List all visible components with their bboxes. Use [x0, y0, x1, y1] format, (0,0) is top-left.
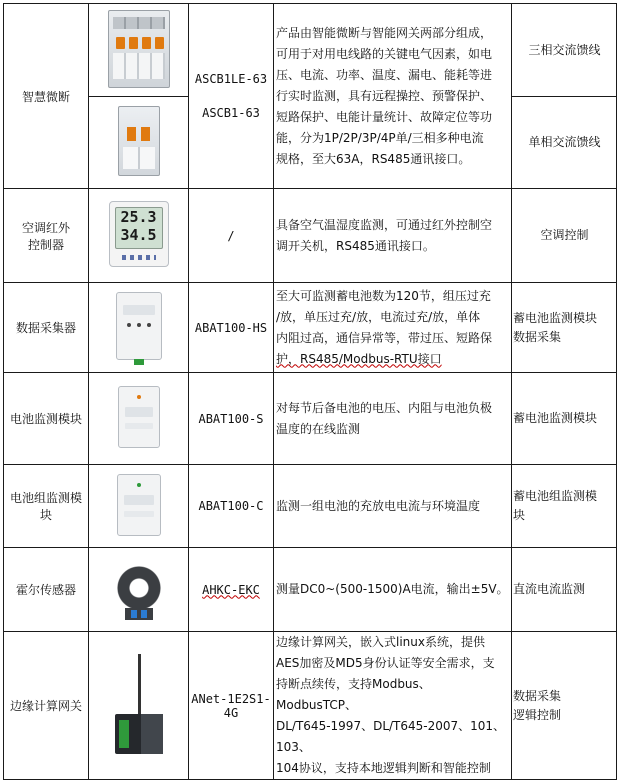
- description-line: 调开关机，RS485通讯接口。: [276, 238, 435, 253]
- application-cell: [512, 4, 617, 97]
- lcd-humidity: 34.5: [120, 226, 157, 244]
- description-line: 具备空气温湿度监测，可通过红外控制空: [276, 217, 493, 232]
- application-label: 三相交流馈线: [528, 42, 601, 57]
- product-description-cell: [274, 465, 512, 548]
- product-image-cell: [89, 548, 189, 632]
- product-model: /: [227, 228, 235, 243]
- product-model-cell: [189, 373, 274, 465]
- product-model-cell: [189, 632, 274, 780]
- table-row: [4, 373, 617, 465]
- product-name-cell: [4, 465, 89, 548]
- edge-gateway-with-antenna-icon: [111, 654, 167, 754]
- product-name: 边缘计算网关: [9, 699, 82, 713]
- product-model: ABAT100-C: [198, 499, 264, 513]
- description-line: 边缘计算网关，嵌入式linux系统，提供: [276, 635, 485, 649]
- description-line: /放，单压过充/放，电流过充/放，单体: [276, 309, 481, 324]
- application-label: 空调控制: [540, 228, 589, 242]
- description-line: 规格，至大63A，RS485通讯接口。: [276, 151, 471, 166]
- product-name: 块: [39, 508, 52, 522]
- product-name: 数据采集器: [15, 321, 76, 335]
- product-model: ASCB1LE-63: [194, 72, 268, 86]
- table-row: [4, 283, 617, 373]
- product-description-cell: [274, 632, 512, 780]
- product-image-cell: [89, 97, 189, 189]
- application-cell: [512, 283, 617, 373]
- application-cell: [512, 373, 617, 465]
- lcd-temperature: 25.3: [120, 208, 157, 226]
- product-name-cell: [4, 283, 89, 373]
- description-line-text: 护，RS485/Modbus-RTU接口: [276, 351, 442, 366]
- product-spec-table: [3, 3, 617, 780]
- table-row: [4, 548, 617, 632]
- description-line: 行实时监测，具有远程操控、预警保护、: [276, 88, 493, 103]
- description-line: 对每节后备电池的电压、内阻与电池负极: [276, 400, 493, 415]
- description-line: 可用于对用电线路的关键电气因素，如电: [276, 46, 493, 61]
- product-model-cell: [189, 4, 274, 189]
- product-model: AHKC-EKC: [202, 582, 260, 597]
- product-image-cell: [89, 465, 189, 548]
- product-image-cell: [89, 4, 189, 97]
- data-collector-icon: [116, 292, 162, 360]
- product-description-cell: [274, 4, 512, 189]
- description-line: 压、电流、功率、温度、漏电、能耗等进: [276, 67, 493, 82]
- table-row: [4, 632, 617, 780]
- product-name: 霍尔传感器: [15, 583, 76, 597]
- application-cell: [512, 189, 617, 283]
- temperature-humidity-display-icon: [109, 201, 169, 267]
- description-line: 测量DC0~(500-1500)A电流，输出±5V。: [276, 582, 509, 596]
- product-model-cell: [189, 189, 274, 283]
- product-model-cell: [189, 548, 274, 632]
- two-pole-breaker-icon: [118, 106, 160, 176]
- description-line: 内阻过高，通信异常等，带过压、短路保: [276, 330, 493, 345]
- product-description-cell: [274, 548, 512, 632]
- table-row: [4, 189, 617, 283]
- product-name-cell: [4, 189, 89, 283]
- product-image-cell: [89, 632, 189, 780]
- application-label: 数据采集: [513, 688, 562, 703]
- product-description-cell: [274, 283, 512, 373]
- application-label: 逻辑控制: [513, 707, 562, 722]
- product-name-cell: [4, 548, 89, 632]
- description-line: 持断点续传，支持Modbus、ModbusTCP、: [276, 677, 431, 712]
- description-line: 104协议，支持本地逻辑判断和智能控制: [276, 761, 491, 775]
- application-cell: [512, 465, 617, 548]
- product-model: ASCB1-63: [202, 106, 260, 120]
- product-name: 控制器: [27, 237, 64, 252]
- four-pole-breaker-icon: [108, 10, 170, 88]
- battery-group-monitor-module-icon: [117, 474, 161, 536]
- table-row: [4, 4, 617, 97]
- application-label: 块: [513, 508, 526, 522]
- product-model: ABAT100-HS: [194, 320, 268, 335]
- product-model-cell: [189, 283, 274, 373]
- table-row: [4, 465, 617, 548]
- application-label: 单相交流馈线: [528, 135, 601, 149]
- description-line: 短路保护、电能计量统计、故障定位等功: [276, 109, 493, 124]
- description-line: 至大可监测蓄电池数为120节，组压过充: [276, 288, 491, 303]
- product-name-cell: [4, 4, 89, 189]
- application-cell: [512, 97, 617, 189]
- product-name: 电池组监测模: [9, 491, 82, 505]
- product-description-cell: [274, 373, 512, 465]
- application-cell: [512, 632, 617, 780]
- product-name-cell: [4, 373, 89, 465]
- product-name: 智慧微断: [21, 89, 70, 104]
- description-line: AES加密及MD5身份认证等安全需求，支: [276, 656, 495, 670]
- product-name: 空调红外: [21, 220, 70, 235]
- description-line: DL/T645-1997、DL/T645-2007、101、103、: [276, 719, 506, 754]
- product-image-cell: [89, 189, 189, 283]
- description-line: 能，分为1P/2P/3P/4P单/三相多种电流: [276, 130, 484, 145]
- product-image-cell: [89, 283, 189, 373]
- application-label: 数据采集: [513, 329, 562, 344]
- application-label: 直流电流监测: [513, 582, 586, 596]
- product-image-cell: [89, 373, 189, 465]
- description-line: 温度的在线监测: [276, 421, 361, 436]
- description-line: 产品由智能微断与智能网关两部分组成，: [276, 25, 493, 40]
- application-label: 蓄电池监测模块: [513, 310, 598, 325]
- application-label: 蓄电池组监测模: [513, 489, 598, 503]
- battery-monitor-module-icon: [118, 386, 160, 448]
- product-name-cell: [4, 632, 89, 780]
- description-line: [276, 349, 509, 370]
- hall-sensor-icon: [117, 566, 161, 610]
- application-cell: [512, 548, 617, 632]
- description-line: 监测一组电池的充放电电流与环境温度: [276, 498, 481, 513]
- product-model-cell: [189, 465, 274, 548]
- product-model: ABAT100-S: [198, 411, 264, 426]
- product-description-cell: [274, 189, 512, 283]
- product-name: 电池监测模块: [9, 412, 82, 426]
- product-model: ANet-1E2S1-4G: [191, 691, 271, 720]
- application-label: 蓄电池监测模块: [513, 411, 598, 425]
